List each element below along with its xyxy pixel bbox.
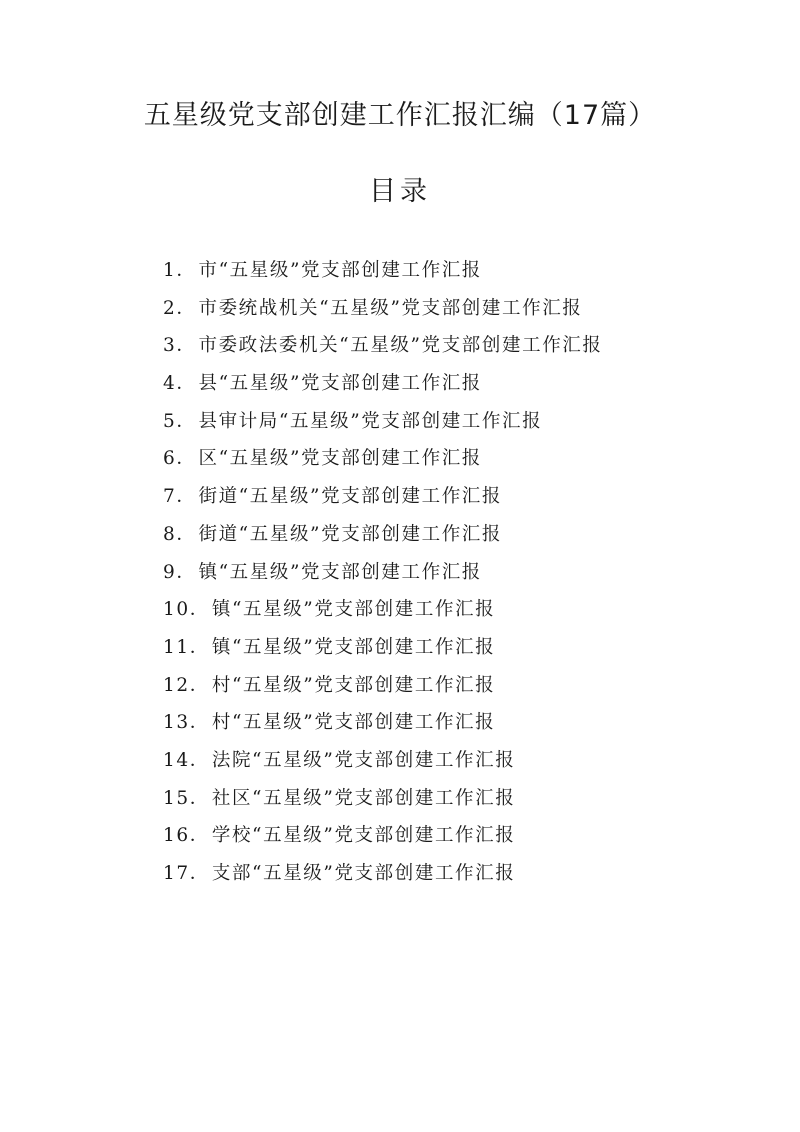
toc-item-number: 4． bbox=[163, 373, 197, 395]
toc-item bbox=[163, 254, 603, 292]
toc-item-title: 支部“五星级”党支部创建工作汇报 bbox=[211, 863, 516, 884]
toc-item-title: 街道“五星级”党支部创建工作汇报 bbox=[198, 523, 503, 545]
toc-item-number: 16． bbox=[163, 825, 210, 847]
toc-item-title: 村“五星级”党支部创建工作汇报 bbox=[211, 712, 496, 734]
toc-item-title: 村“五星级”党支部创建工作汇报 bbox=[211, 674, 496, 696]
toc-item-number: 2． bbox=[163, 297, 197, 319]
toc-item bbox=[163, 367, 603, 405]
toc-item bbox=[163, 669, 603, 707]
toc-item-title: 市委统战机关“五星级”党支部创建工作汇报 bbox=[198, 297, 583, 319]
toc-item-title: 街道“五星级”党支部创建工作汇报 bbox=[198, 486, 503, 508]
toc-item bbox=[163, 744, 603, 782]
toc-item bbox=[163, 442, 603, 480]
toc-item-title: 镇“五星级”党支部创建工作汇报 bbox=[211, 599, 496, 621]
toc-item bbox=[163, 518, 603, 556]
toc-item-number: 3． bbox=[163, 335, 197, 357]
toc-heading: 目录 bbox=[369, 176, 431, 207]
toc-item-number: 13． bbox=[163, 712, 210, 734]
toc-item-title: 法院“五星级”党支部创建工作汇报 bbox=[211, 749, 516, 771]
toc-item-title: 区“五星级”党支部创建工作汇报 bbox=[198, 448, 482, 470]
toc-item-number: 7． bbox=[163, 486, 197, 508]
toc-item-title: 镇“五星级”党支部创建工作汇报 bbox=[211, 636, 496, 658]
toc-item-number: 17． bbox=[163, 863, 210, 884]
toc-item-number: 10． bbox=[163, 599, 210, 621]
toc-item bbox=[163, 706, 603, 744]
toc-item bbox=[163, 480, 603, 518]
toc-item-title: 社区“五星级”党支部创建工作汇报 bbox=[211, 787, 516, 809]
toc-item-number: 6． bbox=[163, 448, 197, 470]
table-of-contents bbox=[163, 254, 603, 895]
document-title: 五星级党支部创建工作汇报汇编（17篇） bbox=[143, 100, 657, 131]
toc-item bbox=[163, 782, 603, 820]
toc-item bbox=[163, 631, 603, 669]
toc-item bbox=[163, 819, 603, 857]
toc-item-number: 1． bbox=[163, 260, 197, 281]
toc-item bbox=[163, 329, 603, 367]
toc-item-number: 15． bbox=[163, 787, 210, 809]
toc-item bbox=[163, 857, 603, 895]
toc-item-number: 9． bbox=[163, 561, 197, 583]
toc-item-number: 5． bbox=[163, 410, 197, 432]
toc-item-title: 学校“五星级”党支部创建工作汇报 bbox=[211, 825, 516, 847]
toc-item-number: 11． bbox=[163, 636, 210, 658]
toc-item-number: 14． bbox=[163, 749, 210, 771]
toc-item bbox=[163, 556, 603, 594]
toc-item-title: 县“五星级”党支部创建工作汇报 bbox=[198, 373, 482, 395]
toc-item-title: 市委政法委机关“五星级”党支部创建工作汇报 bbox=[198, 335, 603, 357]
toc-item bbox=[163, 593, 603, 631]
toc-item-number: 8． bbox=[163, 523, 197, 545]
toc-item-title: 市“五星级”党支部创建工作汇报 bbox=[198, 260, 482, 281]
toc-item-title: 县审计局“五星级”党支部创建工作汇报 bbox=[198, 410, 543, 432]
toc-item bbox=[163, 292, 603, 330]
toc-item-number: 12． bbox=[163, 674, 210, 696]
toc-item bbox=[163, 405, 603, 443]
toc-item-title: 镇“五星级”党支部创建工作汇报 bbox=[198, 561, 482, 583]
